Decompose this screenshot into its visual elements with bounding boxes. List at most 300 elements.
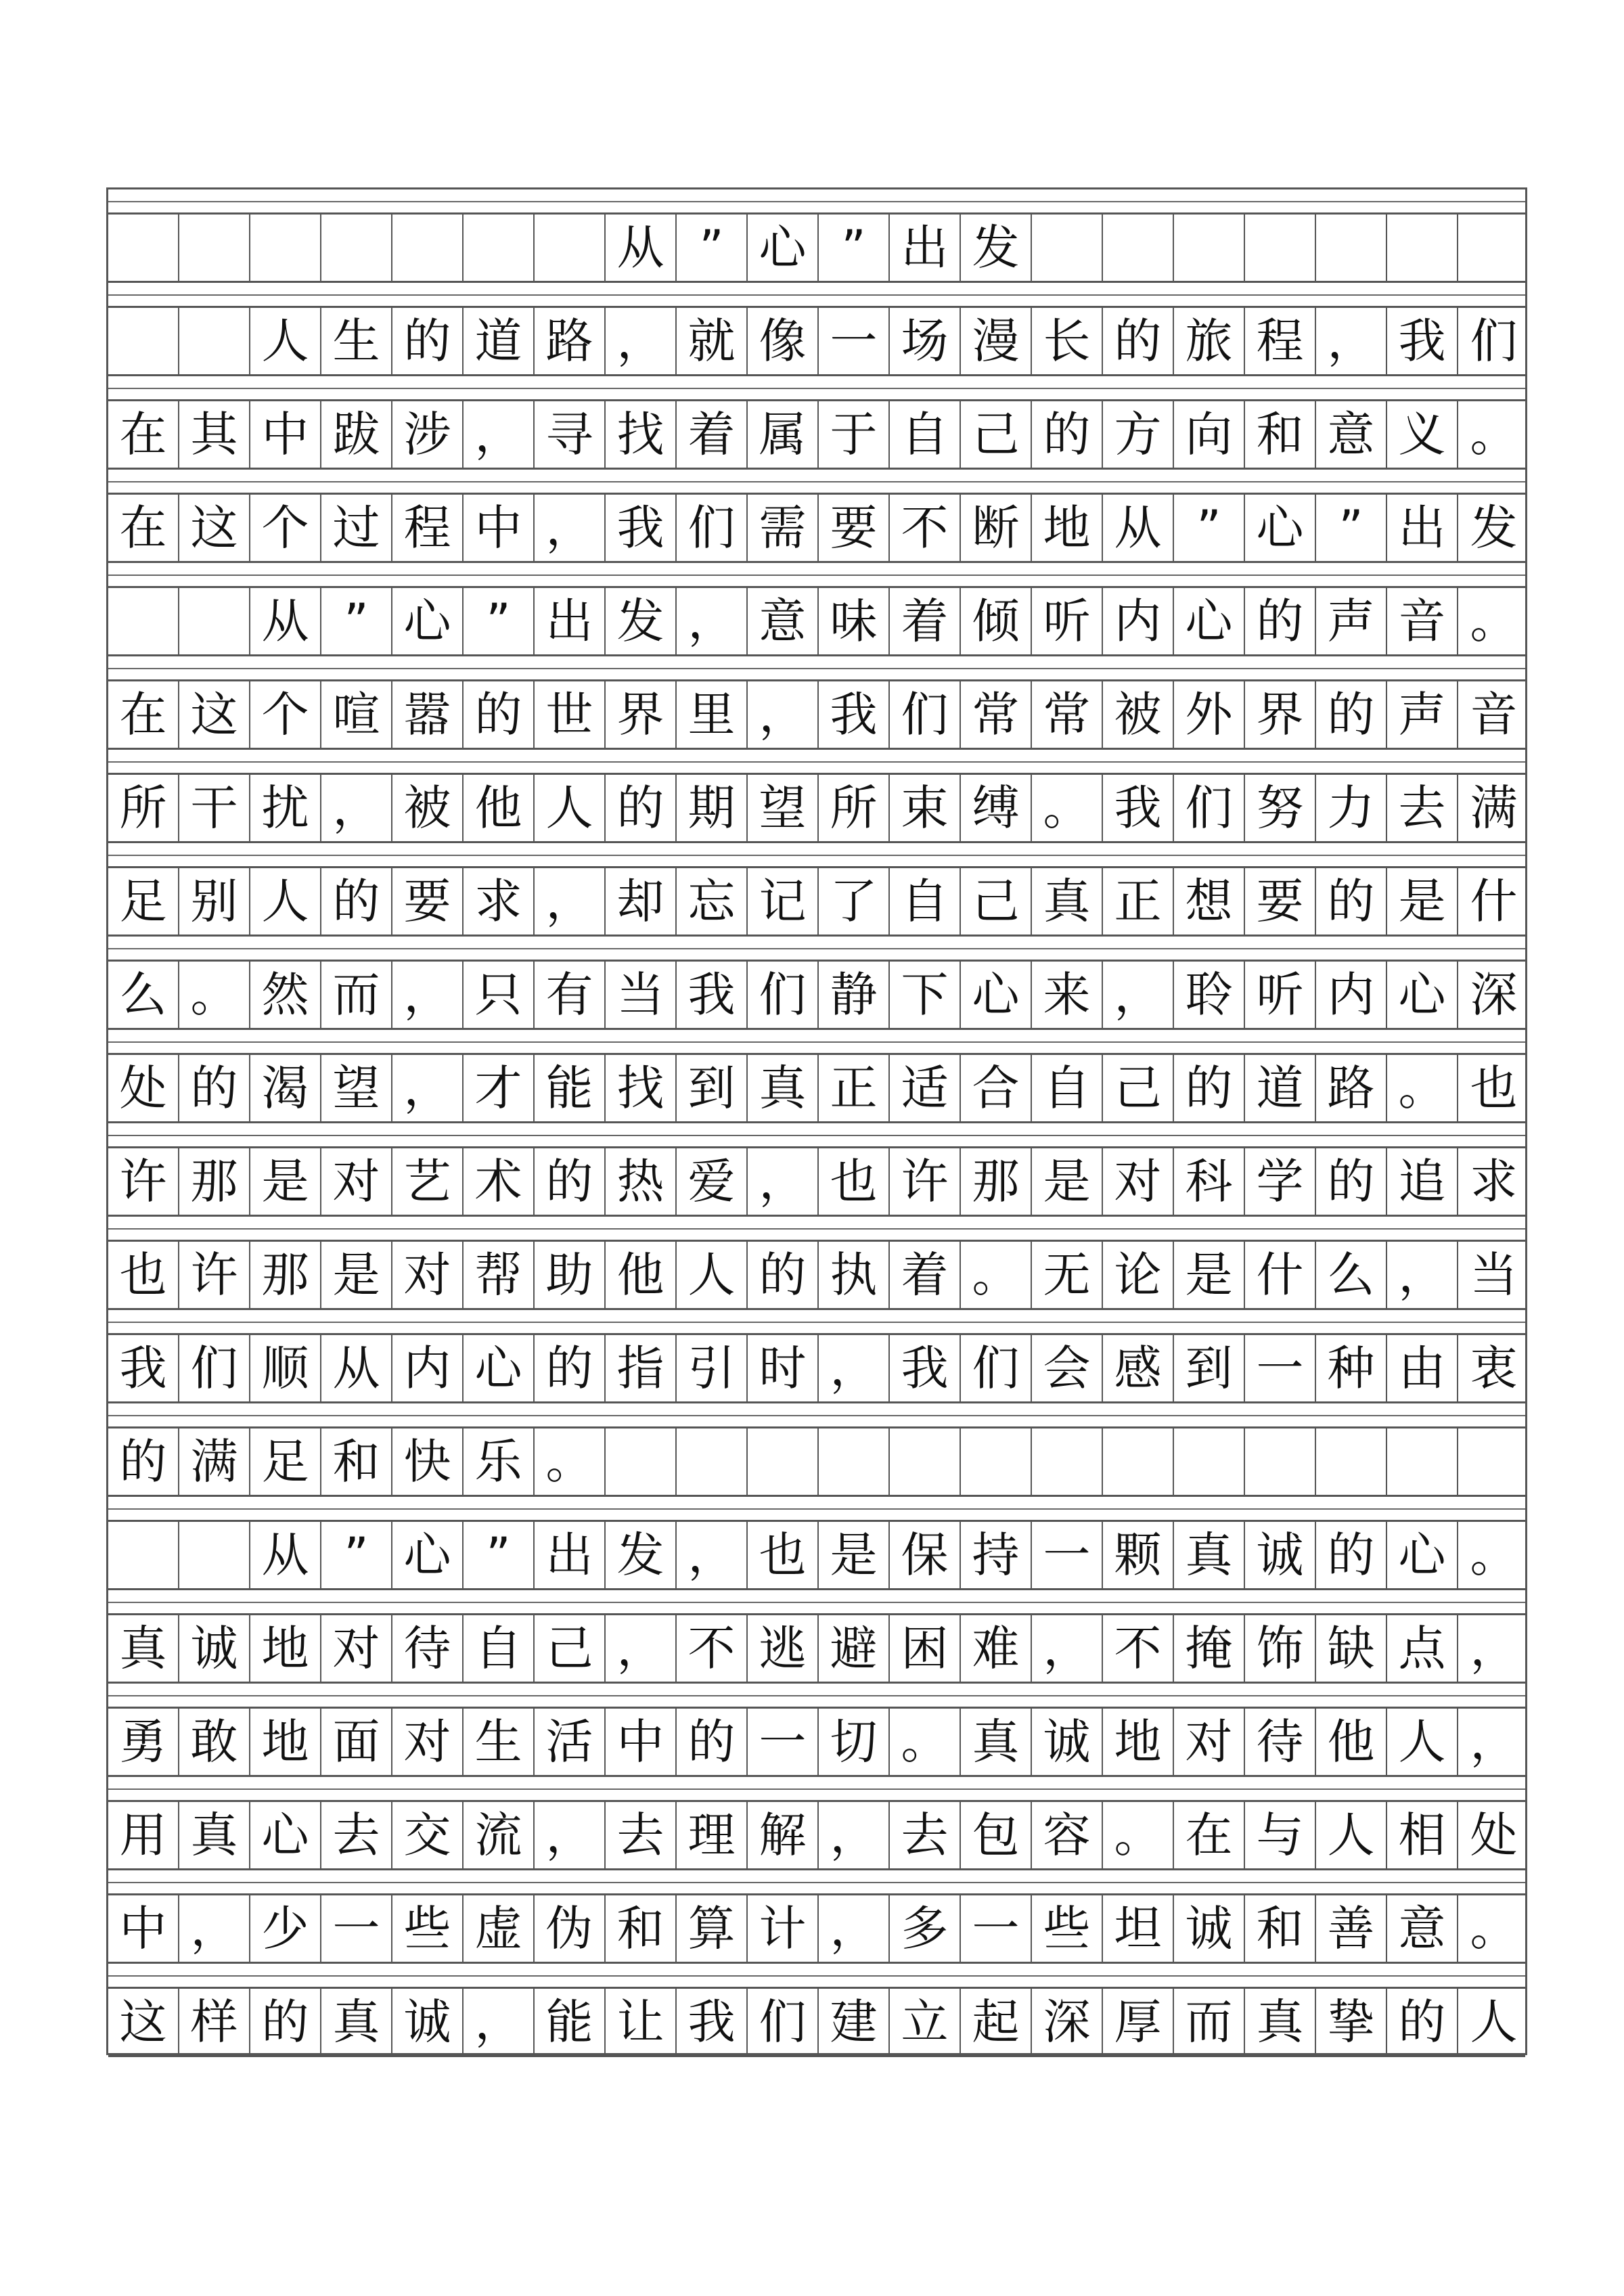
grid-cell: 当 [606, 962, 677, 1028]
grid-cell: 的 [748, 1242, 819, 1308]
grid-cell: 的 [108, 1428, 179, 1495]
grid-cell [1245, 215, 1316, 281]
grid-cell: 么 [1316, 1242, 1387, 1308]
grid-cell: 断 [961, 495, 1032, 561]
grid-cell: 们 [748, 962, 819, 1028]
grid-cell: 对 [1103, 1148, 1174, 1215]
grid-cell: 然 [250, 962, 321, 1028]
grid-cell: 缺 [1316, 1615, 1387, 1682]
grid-row-5 [108, 586, 1525, 656]
grid-cell: 伪 [535, 1895, 606, 1962]
row-gap [108, 1684, 1525, 1707]
grid-cell: 的 [1316, 1522, 1387, 1588]
grid-cell: 被 [392, 775, 464, 841]
grid-cell: 心 [1245, 495, 1316, 561]
grid-cell: 我 [677, 1989, 748, 2055]
grid-cell: 只 [464, 962, 535, 1028]
grid-cell: 望 [321, 1055, 392, 1121]
grid-cell: 要 [819, 495, 890, 561]
grid-cell [108, 308, 179, 374]
grid-cell: 里 [677, 681, 748, 748]
row-gap [108, 1310, 1525, 1333]
grid-cell: 出 [535, 588, 606, 654]
grid-cell: 们 [1470, 313, 1518, 369]
grid-cell: 不 [677, 1615, 748, 1682]
grid-cell: 于 [819, 401, 890, 468]
grid-cell: 心 [392, 1522, 464, 1588]
grid-cell: 真 [1245, 1989, 1316, 2055]
grid-cell [535, 215, 606, 281]
grid-cell: 所 [819, 775, 890, 841]
grid-cell: 执 [819, 1242, 890, 1308]
grid-cell: ， [1032, 1615, 1103, 1682]
grid-cell: 一 [321, 1895, 392, 1962]
grid-cell: 。 [535, 1428, 606, 1495]
grid-cell: 。 [1470, 593, 1518, 649]
grid-cell: 着 [890, 1242, 961, 1308]
grid-cell: 诚 [1174, 1895, 1245, 1962]
row-gap [108, 1030, 1525, 1053]
grid-cell: 涉 [392, 401, 464, 468]
grid-cell: 对 [1174, 1709, 1245, 1775]
grid-cell: 挚 [1316, 1989, 1387, 2055]
grid-cell [1032, 1428, 1103, 1495]
grid-cell: 旅 [1174, 308, 1245, 374]
grid-cell: 人 [535, 775, 606, 841]
grid-cell: 出 [535, 1522, 606, 1588]
grid-cell: 艺 [392, 1148, 464, 1215]
grid-cell: 人 [250, 308, 321, 374]
grid-cell: 无 [1032, 1242, 1103, 1308]
grid-cell: 和 [1245, 1895, 1316, 1962]
row-gap [108, 1123, 1525, 1146]
grid-cell: 中 [108, 1895, 179, 1962]
grid-cell: 求 [464, 868, 535, 935]
grid-cell [1387, 1428, 1458, 1495]
grid-cell: 我 [890, 1335, 961, 1401]
grid-cell: 。 [1470, 1901, 1518, 1956]
row-gap [108, 470, 1525, 493]
grid-cell: 待 [1245, 1709, 1316, 1775]
grid-cell: 们 [748, 1989, 819, 2055]
grid-cell: 解 [748, 1802, 819, 1868]
grid-cell [1316, 1428, 1387, 1495]
grid-cell: 地 [1032, 495, 1103, 561]
grid-cell: 我 [1103, 775, 1174, 841]
grid-row-11 [108, 1146, 1525, 1217]
grid-cell: 敢 [179, 1709, 250, 1775]
grid-cell [819, 1428, 890, 1495]
grid-cell: 真 [1174, 1522, 1245, 1588]
grid-cell: 却 [606, 868, 677, 935]
grid-cell: ， [464, 1989, 535, 2055]
grid-cell: 这 [108, 1989, 179, 2055]
grid-cell: 自 [890, 868, 961, 935]
row-gap [108, 1870, 1525, 1893]
grid-cell: 容 [1032, 1802, 1103, 1868]
grid-cell: 真 [748, 1055, 819, 1121]
grid-cell: 术 [464, 1148, 535, 1215]
grid-cell: 着 [890, 588, 961, 654]
grid-cell: 意 [1316, 401, 1387, 468]
grid-cell: 心 [464, 1335, 535, 1401]
grid-cell: 建 [819, 1989, 890, 2055]
grid-cell: 去 [1387, 775, 1458, 841]
grid-cell: 是 [819, 1522, 890, 1588]
grid-cell: 从 [250, 588, 321, 654]
grid-cell: 会 [1032, 1335, 1103, 1401]
row-gap [108, 1964, 1525, 1987]
grid-cell [1103, 215, 1174, 281]
grid-cell: 满 [1470, 780, 1518, 836]
grid-cell: ， [819, 1802, 890, 1868]
grid-cell: 交 [392, 1802, 464, 1868]
row-gap [108, 937, 1525, 960]
grid-cell [1174, 1428, 1245, 1495]
grid-cell: 是 [250, 1148, 321, 1215]
grid-cell: 一 [1245, 1335, 1316, 1401]
grid-cell: 正 [819, 1055, 890, 1121]
grid-cell: ” [677, 215, 748, 281]
grid-cell [1458, 215, 1529, 281]
grid-cell: 立 [890, 1989, 961, 2055]
grid-cell: ， [1470, 1621, 1518, 1676]
grid-cell: 需 [748, 495, 819, 561]
grid-cell: ， [392, 1055, 464, 1121]
grid-cell: 厚 [1103, 1989, 1174, 2055]
grid-cell: 顺 [250, 1335, 321, 1401]
grid-cell: 许 [179, 1242, 250, 1308]
grid-cell: 真 [179, 1802, 250, 1868]
grid-cell: 掩 [1174, 1615, 1245, 1682]
grid-cell: 就 [677, 308, 748, 374]
grid-cell: ， [464, 401, 535, 468]
grid-cell: 人 [250, 868, 321, 935]
grid-row-8 [108, 866, 1525, 937]
grid-cell: 到 [677, 1055, 748, 1121]
grid-cell: 聆 [1174, 962, 1245, 1028]
grid-cell: 听 [1245, 962, 1316, 1028]
grid-cell: 相 [1387, 1802, 1458, 1868]
grid-cell: 扰 [250, 775, 321, 841]
grid-cell: 要 [1245, 868, 1316, 935]
grid-cell: 什 [1245, 1242, 1316, 1308]
grid-row-14 [108, 1426, 1525, 1497]
grid-cell: 的 [1316, 681, 1387, 748]
grid-cell: 向 [1174, 401, 1245, 468]
grid-cell: 发 [606, 1522, 677, 1588]
grid-cell: 而 [321, 962, 392, 1028]
grid-cell: 的 [677, 1709, 748, 1775]
grid-cell: 到 [1174, 1335, 1245, 1401]
grid-cell: 和 [1245, 401, 1316, 468]
grid-cell: 意 [1387, 1895, 1458, 1962]
row-gap [108, 843, 1525, 866]
grid-cell: 长 [1032, 308, 1103, 374]
grid-cell: 多 [890, 1895, 961, 1962]
grid-cell: 和 [606, 1895, 677, 1962]
grid-cell: 嚣 [392, 681, 464, 748]
grid-cell: 在 [1174, 1802, 1245, 1868]
grid-cell: 一 [748, 1709, 819, 1775]
grid-cell: 饰 [1245, 1615, 1316, 1682]
grid-cell: 面 [321, 1709, 392, 1775]
grid-cell: 外 [1174, 681, 1245, 748]
grid-cell: 望 [748, 775, 819, 841]
grid-cell: 的 [179, 1055, 250, 1121]
grid-cell: 喧 [321, 681, 392, 748]
grid-cell: 人 [1316, 1802, 1387, 1868]
grid-cell: 颗 [1103, 1522, 1174, 1588]
grid-cell: 深 [1470, 967, 1518, 1022]
grid-cell: 自 [1032, 1055, 1103, 1121]
grid-cell [392, 215, 464, 281]
grid-cell: 许 [890, 1148, 961, 1215]
grid-cell: 倾 [961, 588, 1032, 654]
grid-cell: 那 [179, 1148, 250, 1215]
grid-cell: 对 [392, 1709, 464, 1775]
grid-cell: 论 [1103, 1242, 1174, 1308]
grid-cell [108, 1522, 179, 1588]
grid-cell: 中 [606, 1709, 677, 1775]
grid-cell: ， [677, 1522, 748, 1588]
grid-cell: 的 [1245, 588, 1316, 654]
grid-cell: 勇 [108, 1709, 179, 1775]
grid-cell: 味 [819, 588, 890, 654]
grid-cell: 我 [819, 681, 890, 748]
grid-cell: 心 [748, 215, 819, 281]
row-gap [108, 656, 1525, 679]
grid-cell: 足 [108, 868, 179, 935]
grid-cell: 。 [179, 962, 250, 1028]
grid-cell [1032, 215, 1103, 281]
grid-cell: 自 [890, 401, 961, 468]
grid-cell: 我 [108, 1335, 179, 1401]
grid-cell: 心 [1387, 962, 1458, 1028]
grid-cell: 指 [606, 1335, 677, 1401]
grid-cell: 心 [961, 962, 1032, 1028]
grid-cell: 助 [535, 1242, 606, 1308]
grid-cell: 也 [819, 1148, 890, 1215]
grid-cell: 要 [392, 868, 464, 935]
grid-cell: 坦 [1103, 1895, 1174, 1962]
grid-cell: 的 [1387, 1989, 1458, 2055]
grid-cell: 漫 [961, 308, 1032, 374]
grid-cell: 。 [1387, 1055, 1458, 1121]
grid-cell: 内 [392, 1335, 464, 1401]
grid-cell: 地 [250, 1615, 321, 1682]
grid-cell: 在 [108, 495, 179, 561]
grid-cell: 流 [464, 1802, 535, 1868]
grid-cell: 困 [890, 1615, 961, 1682]
grid-cell: 力 [1316, 775, 1387, 841]
grid-cell: 属 [748, 401, 819, 468]
grid-cell [961, 1428, 1032, 1495]
grid-cell: 被 [1103, 681, 1174, 748]
grid-cell: 的 [321, 868, 392, 935]
grid-cell: 样 [179, 1989, 250, 2055]
grid-cell: 们 [961, 1335, 1032, 1401]
grid-cell: 帮 [464, 1242, 535, 1308]
grid-cell: 。 [961, 1242, 1032, 1308]
grid-cell: 这 [179, 681, 250, 748]
grid-cell: ， [321, 775, 392, 841]
grid-cell: 真 [961, 1709, 1032, 1775]
grid-cell: 去 [321, 1802, 392, 1868]
grid-cell: 。 [1103, 1802, 1174, 1868]
grid-cell [1174, 215, 1245, 281]
grid-cell: 那 [250, 1242, 321, 1308]
grid-cell: 。 [1470, 407, 1518, 462]
grid-cell: 处 [108, 1055, 179, 1121]
grid-cell: 自 [464, 1615, 535, 1682]
grid-cell: 发 [606, 588, 677, 654]
grid-cell: 努 [1245, 775, 1316, 841]
grid-cell: 在 [108, 401, 179, 468]
grid-cell: 地 [1103, 1709, 1174, 1775]
grid-cell: 发 [1470, 500, 1518, 556]
grid-cell: 渴 [250, 1055, 321, 1121]
grid-cell: 。 [1470, 1527, 1518, 1583]
grid-cell: 由 [1387, 1335, 1458, 1401]
grid-row-6 [108, 679, 1525, 750]
grid-cell: 忘 [677, 868, 748, 935]
grid-row-9 [108, 960, 1525, 1030]
grid-cell: 许 [108, 1148, 179, 1215]
row-gap [108, 1777, 1525, 1800]
grid-cell [1387, 215, 1458, 281]
grid-cell: 跋 [321, 401, 392, 468]
grid-cell: 来 [1032, 962, 1103, 1028]
grid-cell: 满 [179, 1428, 250, 1495]
grid-cell: 束 [890, 775, 961, 841]
grid-cell: ” [819, 215, 890, 281]
grid-cell: 心 [250, 1802, 321, 1868]
grid-cell: 常 [1032, 681, 1103, 748]
grid-cell: 找 [606, 1055, 677, 1121]
grid-cell: 着 [677, 401, 748, 468]
grid-cell: 有 [535, 962, 606, 1028]
grid-cell: 人 [677, 1242, 748, 1308]
grid-cell: 界 [606, 681, 677, 748]
grid-cell: ， [535, 1802, 606, 1868]
grid-cell: 引 [677, 1335, 748, 1401]
grid-cell: ， [819, 1895, 890, 1962]
row-gap [108, 189, 1525, 212]
grid-cell: 地 [250, 1709, 321, 1775]
grid-cell: 生 [321, 308, 392, 374]
grid-cell: 中 [464, 495, 535, 561]
grid-cell [108, 215, 179, 281]
grid-cell: 人 [1470, 1994, 1518, 2050]
grid-cell: 界 [1245, 681, 1316, 748]
grid-cell: 记 [748, 868, 819, 935]
grid-cell: 适 [890, 1055, 961, 1121]
grid-row-1 [108, 212, 1525, 283]
grid-cell: ” [321, 588, 392, 654]
grid-cell: 内 [1316, 962, 1387, 1028]
grid-cell: 我 [677, 962, 748, 1028]
grid-cell: 静 [819, 962, 890, 1028]
grid-cell: 的 [606, 775, 677, 841]
grid-cell: 快 [392, 1428, 464, 1495]
grid-cell: 想 [1174, 868, 1245, 935]
grid-cell: ， [1387, 1242, 1458, 1308]
grid-cell: 听 [1032, 588, 1103, 654]
grid-cell: 当 [1470, 1247, 1518, 1303]
grid-cell: 路 [1316, 1055, 1387, 1121]
grid-cell: 对 [321, 1615, 392, 1682]
grid-cell [179, 1522, 250, 1588]
grid-row-10 [108, 1053, 1525, 1123]
row-gap [108, 1590, 1525, 1613]
grid-cell: 内 [1103, 588, 1174, 654]
grid-cell: 也 [1470, 1060, 1518, 1116]
grid-cell: 起 [961, 1989, 1032, 2055]
grid-cell: 让 [606, 1989, 677, 2055]
grid-row-18 [108, 1800, 1525, 1870]
row-gap [108, 1403, 1525, 1426]
grid-cell: 热 [606, 1148, 677, 1215]
grid-row-7 [108, 773, 1525, 843]
grid-cell: 诚 [392, 1989, 464, 2055]
grid-cell: 而 [1174, 1989, 1245, 2055]
grid-cell: 合 [961, 1055, 1032, 1121]
grid-cell: 的 [1316, 868, 1387, 935]
grid-cell: 心 [1387, 1522, 1458, 1588]
grid-cell: 一 [819, 308, 890, 374]
grid-cell: ” [464, 588, 535, 654]
grid-cell: 正 [1103, 868, 1174, 935]
grid-cell: 找 [606, 401, 677, 468]
grid-cell: 的 [392, 308, 464, 374]
grid-cell: ， [819, 1335, 890, 1401]
row-gap [108, 1217, 1525, 1240]
grid-cell [321, 215, 392, 281]
grid-cell: 己 [535, 1615, 606, 1682]
grid-cell: 这 [179, 495, 250, 561]
grid-cell: 去 [606, 1802, 677, 1868]
grid-cell: 真 [321, 1989, 392, 2055]
grid-cell: ， [179, 1895, 250, 1962]
grid-cell: ” [464, 1522, 535, 1588]
grid-cell: 诚 [179, 1615, 250, 1682]
grid-cell: 出 [1387, 495, 1458, 561]
grid-cell: ， [606, 1615, 677, 1682]
grid-cell: 种 [1316, 1335, 1387, 1401]
grid-cell: 也 [108, 1242, 179, 1308]
grid-cell [179, 588, 250, 654]
grid-cell: 们 [1174, 775, 1245, 841]
grid-cell: 出 [890, 215, 961, 281]
grid-cell [1458, 1428, 1529, 1495]
grid-cell: 的 [1174, 1055, 1245, 1121]
grid-cell [748, 1428, 819, 1495]
grid-cell: 寻 [535, 401, 606, 468]
grid-cell: ” [1316, 495, 1387, 561]
grid-cell: 活 [535, 1709, 606, 1775]
grid-cell: 去 [890, 1802, 961, 1868]
grid-cell: 程 [392, 495, 464, 561]
grid-cell: 他 [606, 1242, 677, 1308]
grid-cell: 逃 [748, 1615, 819, 1682]
grid-cell: 求 [1470, 1154, 1518, 1209]
grid-cell [179, 215, 250, 281]
grid-cell: 心 [1174, 588, 1245, 654]
grid-cell: 人 [1387, 1709, 1458, 1775]
grid-cell [890, 1428, 961, 1495]
grid-cell: 。 [1032, 775, 1103, 841]
